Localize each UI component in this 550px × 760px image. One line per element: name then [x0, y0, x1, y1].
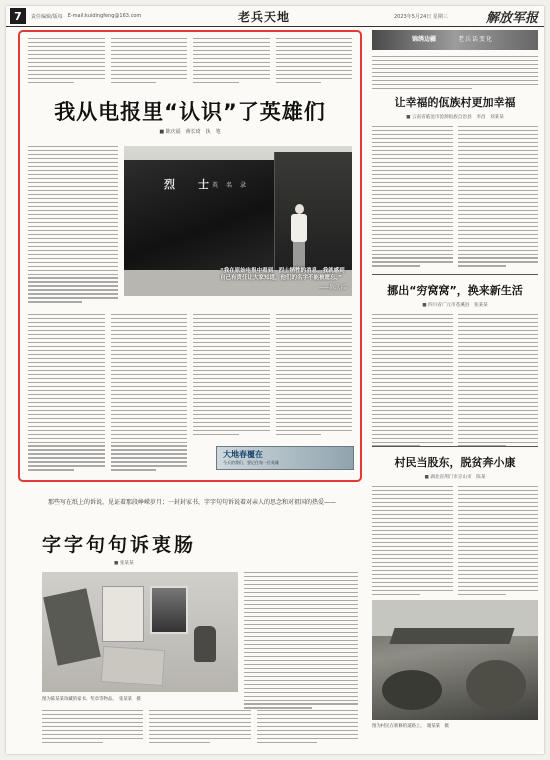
memorial-wall-side: [274, 152, 352, 272]
ribbon-tag: 老兵话变化: [458, 36, 494, 43]
article-happy-village-byline: ■ 云南省临沧市沧源佤族自治县 李昌 刘某某: [406, 115, 504, 120]
article-shareholders-title[interactable]: 村民当股东，脱贫奔小康: [394, 456, 516, 469]
masthead: [6, 6, 544, 27]
editor-line: 责任编辑/版每: [31, 13, 63, 20]
right-intro: [372, 56, 538, 92]
wall-carving-sub: 英 名 录: [212, 182, 248, 189]
village-road-photo: [372, 600, 538, 720]
article-happy-village[interactable]: [372, 94, 538, 269]
pull-quote-source: ——陈庆福: [318, 284, 346, 291]
article-new-life-title[interactable]: 挪出“穷窝窝”，换来新生活: [387, 284, 523, 297]
article-shareholders[interactable]: [372, 454, 538, 598]
section-title: 老兵天地: [238, 10, 291, 24]
featured-byline: ■ 陈庆福 蒋长琦 执 笔: [159, 129, 221, 135]
ribbon-label: 锦绣边疆: [412, 36, 437, 43]
article-shareholders-byline: ■ 湖北省荆门市京山市 陈某: [424, 475, 486, 480]
right-column: [372, 30, 538, 729]
newspaper-page: [6, 6, 544, 754]
bottom-kicker: 那些写在纸上的诉说，见证着那段峥嵘岁月；一封封家书，字字句句诉说着对亲人的思念和对祖国的热爱——: [48, 499, 337, 506]
right-divider-2: [372, 446, 538, 447]
page-number: 7: [10, 8, 26, 24]
bottom-body-right: [244, 572, 358, 711]
article-new-life-byline: ■ 四川省广元市苍溪县 张某某: [422, 303, 488, 308]
column-ribbon: [372, 30, 538, 50]
issue-date: 2023年5月24日 星期三: [394, 14, 448, 20]
pull-quote-text: “我在原始电报中看到 烈士牺牲的消息，我就感到自己有责任让大家知道，他们的名字不能被遗忘。”: [220, 268, 345, 282]
spring-banner: [216, 446, 354, 470]
bottom-byline: ■ 张某某: [114, 561, 134, 566]
featured-article[interactable]: [18, 30, 362, 482]
bottom-headline[interactable]: 字字句句诉衷肠: [42, 534, 197, 556]
pull-quote: [220, 268, 346, 292]
letters-photo: [42, 572, 238, 692]
bottom-body-columns: [42, 710, 358, 746]
letters-photo-caption: 图为陈某某珍藏的家书、奖章等物品。 张某某 摄: [42, 697, 141, 702]
spring-banner-subtitle: 今天的我们，要记住每一位英雄: [223, 460, 279, 465]
intro-text-columns: [28, 38, 352, 86]
bottom-article[interactable]: [18, 490, 362, 748]
spring-banner-title: 大地春覆在: [223, 450, 263, 459]
featured-headline[interactable]: 我从电报里“认识”了英雄们: [54, 100, 326, 124]
right-divider-1: [372, 274, 538, 275]
article-new-life[interactable]: [372, 282, 538, 449]
newspaper-logo: 解放军报: [485, 11, 538, 26]
featured-body-left: [28, 146, 118, 305]
article-happy-village-title[interactable]: 让幸福的佤族村更加幸福: [394, 96, 516, 109]
wall-carving-main: 烈 士: [164, 178, 215, 191]
email-line: E-mail:kuidingfeng@163.com: [67, 13, 142, 19]
village-photo-caption: 图为村民在新修的道路上。 谢某某 摄: [372, 724, 449, 729]
